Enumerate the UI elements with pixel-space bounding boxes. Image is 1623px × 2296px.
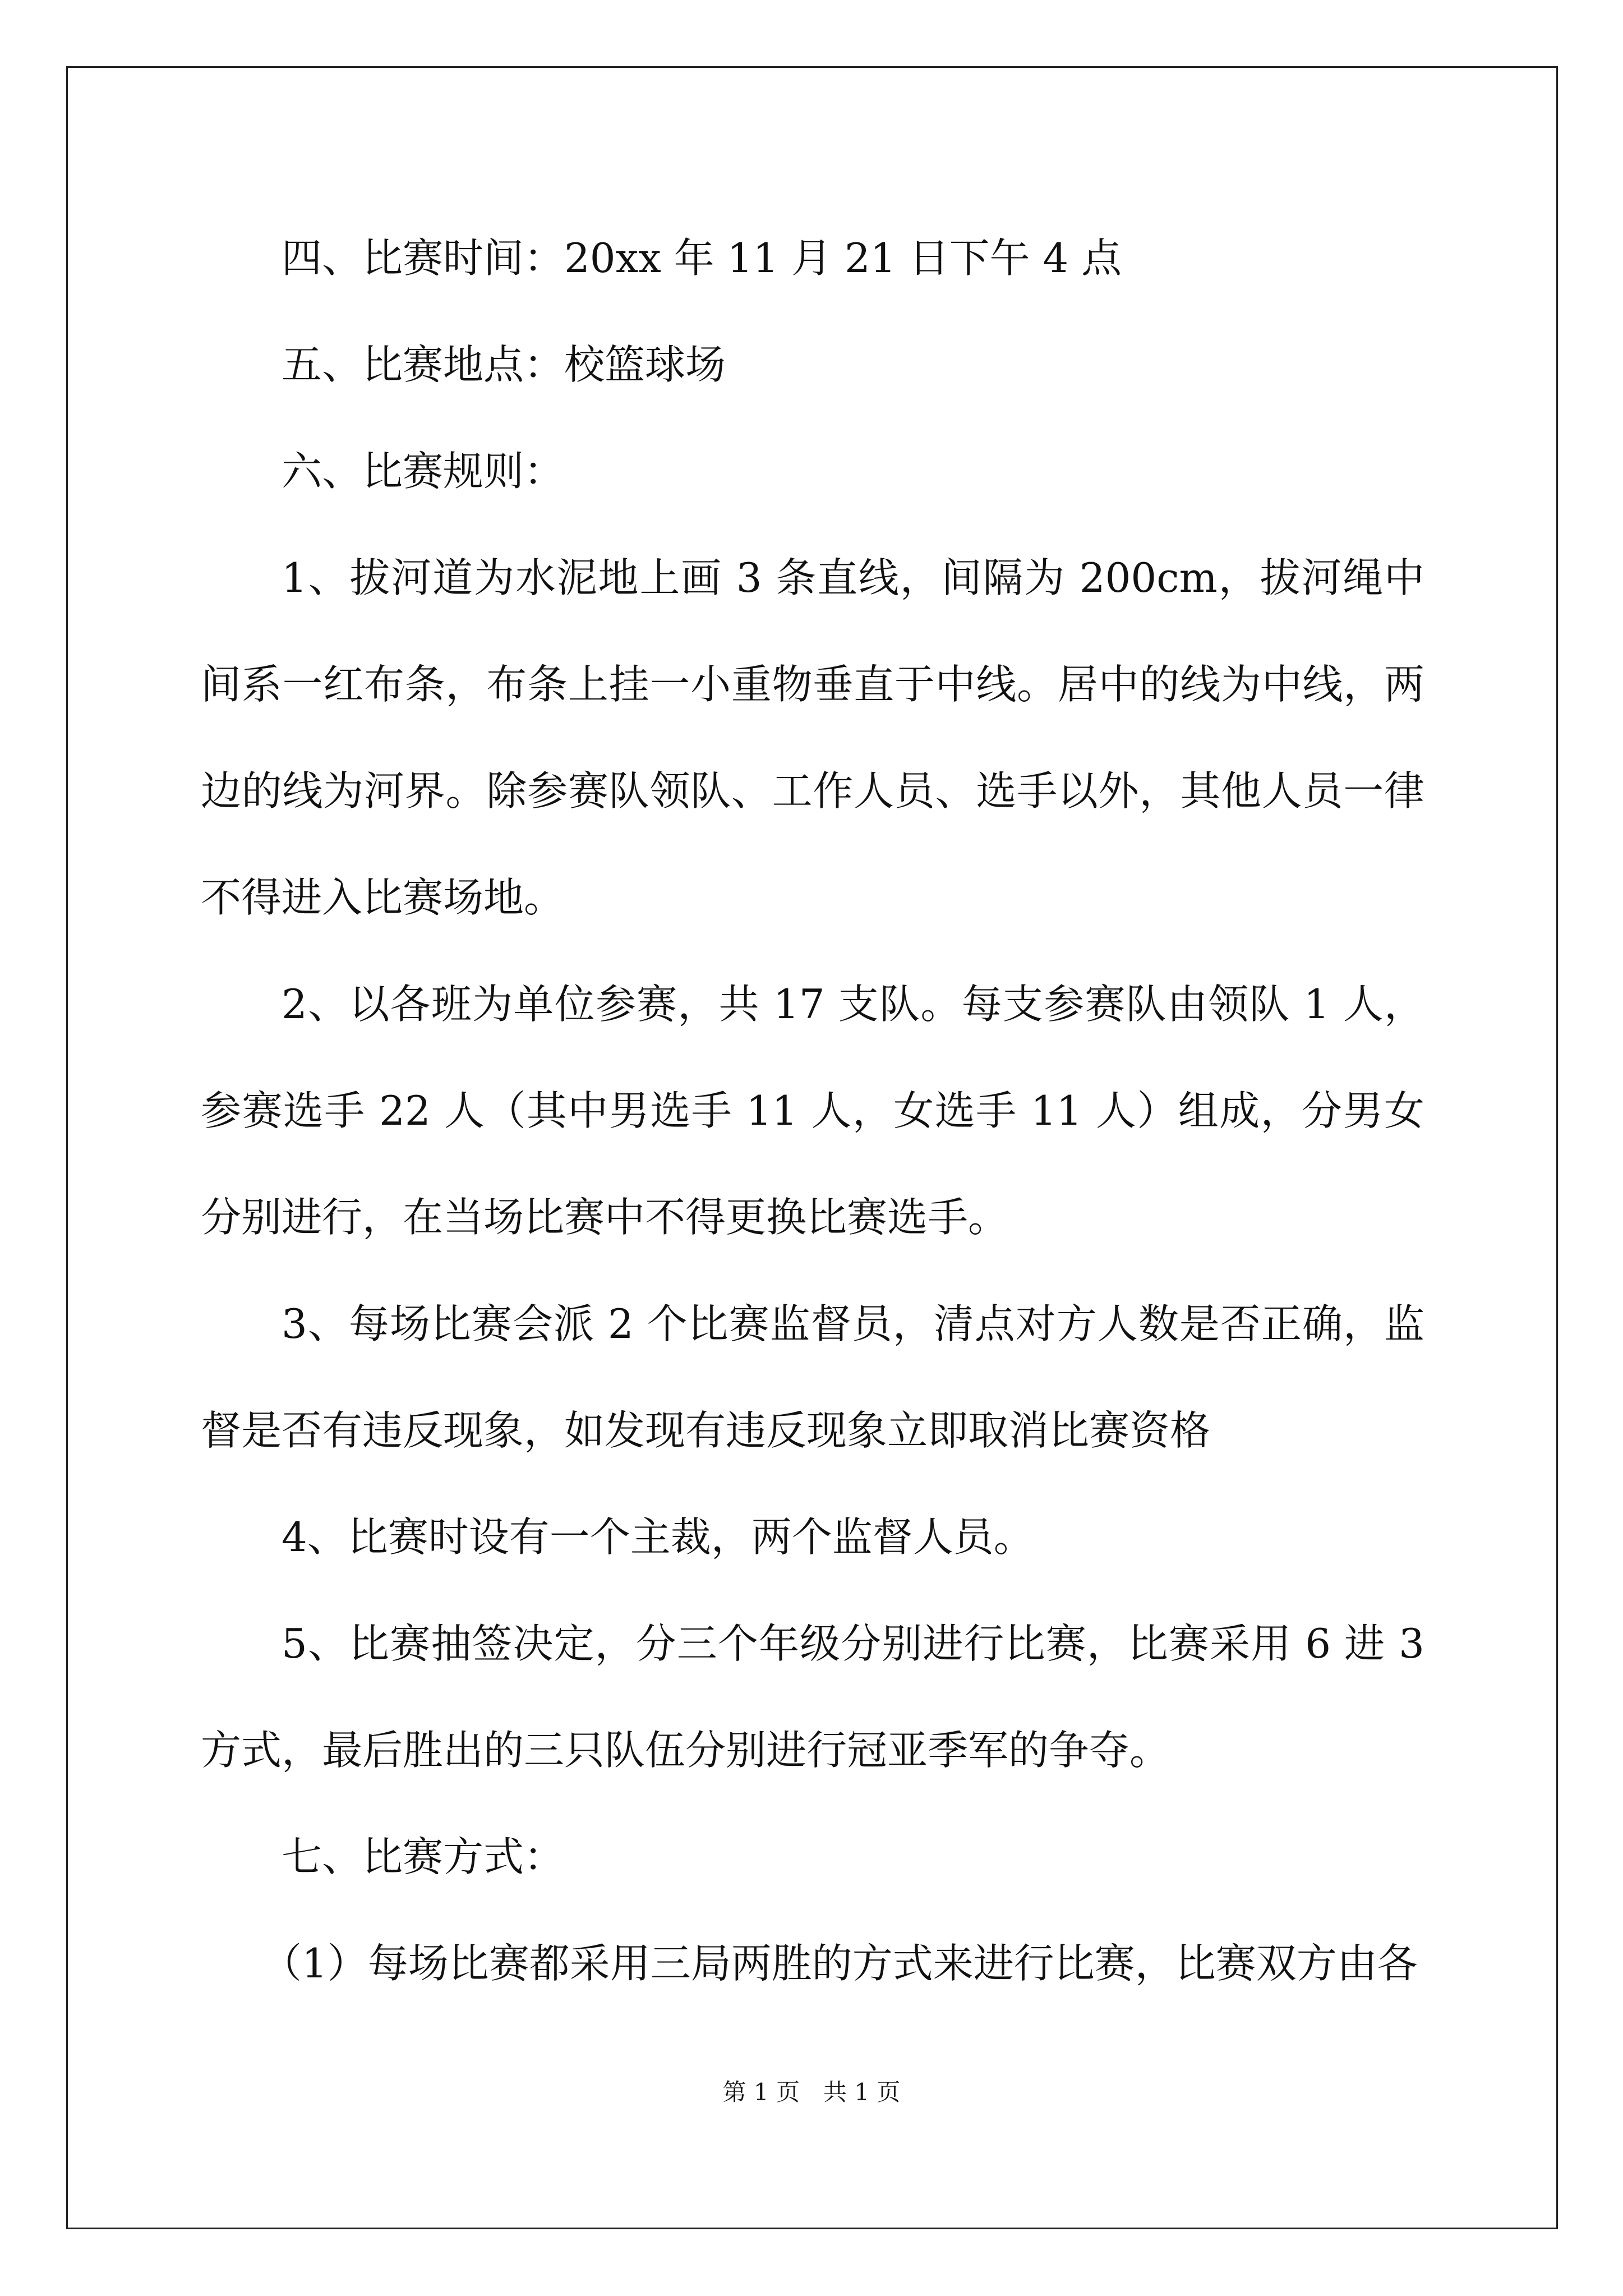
document-body [201,205,1424,2017]
paragraph-format-1: （1）每场比赛都采用三局两胜的方式来进行比赛，比赛双方由各 [261,1940,1418,1987]
page-footer: 第 1 页 共 1 页 [722,2078,901,2106]
paragraph-match-venue: 五、比赛地点：校篮球场 [282,341,726,388]
paragraph-rule-2: 2、以各班为单位参赛，共 17 支队。每支参赛队由领队 1 人，参赛选手 22 人（其中男选手 11 人，女选手 11 人）组成，分男女分别进行，在当场比赛中不得更换比赛选手。 [201,981,1424,1241]
paragraph-match-time: 四、比赛时间：20xx 年 11 月 21 日下午 4 点 [282,234,1122,282]
paragraph-rules-heading: 六、比赛规则： [282,448,565,495]
paragraph-rule-4: 4、比赛时设有一个主裁，两个监督人员。 [282,1513,1034,1561]
paragraph-rule-1: 1、拔河道为水泥地上画 3 条直线，间隔为 200cm，拔河绳中间系一红布条，布条上挂一小重物垂直于中线。居中的线为中线，两边的线为河界。除参赛队领队、工作人员、选手以外，其他人员一律不得进入比赛场地。 [201,554,1424,921]
paragraph-rule-3: 3、每场比赛会派 2 个比赛监督员，清点对方人数是否正确，监督是否有违反现象，如发现有违反现象立即取消比赛资格 [201,1300,1424,1454]
paragraph-format-heading: 七、比赛方式： [282,1833,565,1880]
paragraph-rule-5: 5、比赛抽签决定，分三个年级分别进行比赛，比赛采用 6 进 3 方式，最后胜出的三只队伍分别进行冠亚季军的争夺。 [201,1620,1424,1774]
